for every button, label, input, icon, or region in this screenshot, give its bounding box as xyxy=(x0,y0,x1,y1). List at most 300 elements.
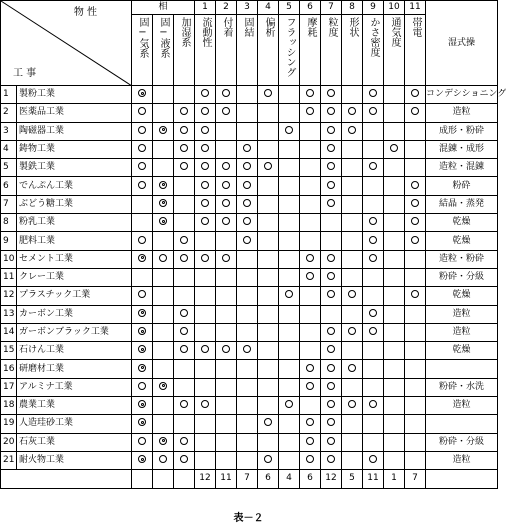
double-circle-mark xyxy=(138,345,146,353)
mark-cell xyxy=(405,140,426,158)
circle-mark xyxy=(327,437,335,445)
col-number: 10 xyxy=(384,1,405,15)
mark-cell xyxy=(321,214,342,232)
mark-cell xyxy=(384,177,405,195)
table-row xyxy=(1,232,498,250)
column-header xyxy=(342,15,363,86)
circle-mark xyxy=(327,364,335,372)
mark-cell xyxy=(363,397,384,415)
double-circle-mark xyxy=(138,309,146,317)
mark-cell xyxy=(384,397,405,415)
mark-cell xyxy=(342,232,363,250)
col-number: 5 xyxy=(279,1,300,15)
mark-cell xyxy=(153,342,174,360)
mark-cell xyxy=(195,159,216,177)
circle-mark xyxy=(222,107,230,115)
table-row xyxy=(1,140,498,158)
circle-mark xyxy=(327,107,335,115)
mark-cell xyxy=(174,287,195,305)
circle-mark xyxy=(243,345,251,353)
row-number: 16 xyxy=(1,360,17,378)
double-circle-mark xyxy=(159,126,167,134)
mark-cell xyxy=(363,140,384,158)
mark-cell xyxy=(321,177,342,195)
circle-mark xyxy=(369,400,377,408)
mark-cell xyxy=(363,250,384,268)
column-header-label: 摩耗 xyxy=(305,17,317,37)
circle-mark xyxy=(306,254,314,262)
mark-cell xyxy=(363,287,384,305)
row-number: 12 xyxy=(1,287,17,305)
mark-cell xyxy=(300,232,321,250)
circle-mark xyxy=(411,290,419,298)
mark-cell xyxy=(195,104,216,122)
row-number: 6 xyxy=(1,177,17,195)
table-row xyxy=(1,287,498,305)
col-number: 3 xyxy=(237,1,258,15)
mark-cell xyxy=(258,323,279,341)
mark-cell xyxy=(258,104,279,122)
column-header-label: フラッシング xyxy=(284,17,296,77)
mark-cell xyxy=(405,360,426,378)
total-count xyxy=(153,470,174,488)
mark-cell xyxy=(153,214,174,232)
mark-cell xyxy=(384,214,405,232)
mark-cell xyxy=(174,360,195,378)
column-header-label: 形状 xyxy=(347,17,359,37)
mark-cell xyxy=(384,305,405,323)
mark-cell xyxy=(300,451,321,469)
mark-cell xyxy=(321,232,342,250)
mark-cell xyxy=(342,268,363,286)
table-row xyxy=(1,342,498,360)
circle-mark xyxy=(180,455,188,463)
mark-cell xyxy=(405,268,426,286)
mark-cell xyxy=(132,287,153,305)
column-header-label: かさ密度 xyxy=(368,17,380,57)
mark-cell xyxy=(153,140,174,158)
mark-cell xyxy=(216,268,237,286)
mark-cell xyxy=(195,195,216,213)
mark-cell xyxy=(405,397,426,415)
circle-mark xyxy=(306,272,314,280)
mark-cell xyxy=(216,415,237,433)
wet-operation: 造粒 xyxy=(426,305,498,323)
circle-mark xyxy=(369,107,377,115)
table-row xyxy=(1,195,498,213)
mark-cell xyxy=(195,287,216,305)
circle-mark xyxy=(201,89,209,97)
mark-cell xyxy=(174,415,195,433)
circle-mark xyxy=(411,199,419,207)
mark-cell xyxy=(342,378,363,396)
mark-cell xyxy=(216,378,237,396)
mark-cell xyxy=(384,159,405,177)
mark-cell xyxy=(258,195,279,213)
mark-cell xyxy=(300,177,321,195)
circle-mark xyxy=(180,144,188,152)
row-number: 9 xyxy=(1,232,17,250)
circle-mark xyxy=(201,162,209,170)
column-header xyxy=(132,15,153,86)
wet-operation: 成形・粉砕 xyxy=(426,122,498,140)
mark-cell xyxy=(321,86,342,104)
wet-operation: 粉砕・水洗 xyxy=(426,378,498,396)
mark-cell xyxy=(174,140,195,158)
circle-mark xyxy=(369,309,377,317)
wet-operation: 粉砕・分級 xyxy=(426,433,498,451)
double-circle-mark xyxy=(159,199,167,207)
mark-cell xyxy=(279,378,300,396)
mark-cell xyxy=(132,360,153,378)
circle-mark xyxy=(327,400,335,408)
circle-mark xyxy=(285,400,293,408)
mark-cell xyxy=(258,122,279,140)
mark-cell xyxy=(237,378,258,396)
mark-cell xyxy=(216,122,237,140)
wet-operation: 造粒 xyxy=(426,104,498,122)
col-number: 11 xyxy=(405,1,426,15)
circle-mark xyxy=(264,418,272,426)
mark-cell xyxy=(195,397,216,415)
circle-mark xyxy=(348,290,356,298)
table-row xyxy=(1,177,498,195)
phase-header: 相 xyxy=(132,1,195,15)
circle-mark xyxy=(264,162,272,170)
mark-cell xyxy=(258,360,279,378)
mark-cell xyxy=(132,397,153,415)
column-header-label: 固−気系 xyxy=(137,17,148,58)
mark-cell xyxy=(195,214,216,232)
industry-name: 石灰工業 xyxy=(17,433,132,451)
table-row xyxy=(1,323,498,341)
mark-cell xyxy=(216,177,237,195)
mark-cell xyxy=(153,232,174,250)
mark-cell xyxy=(279,104,300,122)
wet-operation: 粉砕 xyxy=(426,177,498,195)
mark-cell xyxy=(342,342,363,360)
mark-cell xyxy=(237,232,258,250)
mark-cell xyxy=(363,159,384,177)
circle-mark xyxy=(306,437,314,445)
circle-mark xyxy=(285,126,293,134)
totals-row xyxy=(1,470,498,488)
mark-cell xyxy=(153,159,174,177)
circle-mark xyxy=(201,144,209,152)
circle-mark xyxy=(411,181,419,189)
mark-cell xyxy=(321,195,342,213)
mark-cell xyxy=(132,305,153,323)
row-number: 20 xyxy=(1,433,17,451)
wet-operation: 混錬・成形 xyxy=(426,140,498,158)
circle-mark xyxy=(180,107,188,115)
mark-cell xyxy=(237,214,258,232)
mark-cell xyxy=(300,360,321,378)
circle-mark xyxy=(369,455,377,463)
circle-mark xyxy=(222,162,230,170)
mark-cell xyxy=(321,159,342,177)
mark-cell xyxy=(216,287,237,305)
circle-mark xyxy=(180,236,188,244)
mark-cell xyxy=(384,268,405,286)
mark-cell xyxy=(384,140,405,158)
mark-cell xyxy=(300,250,321,268)
circle-mark xyxy=(180,309,188,317)
table-row xyxy=(1,397,498,415)
circle-mark xyxy=(369,236,377,244)
mark-cell xyxy=(384,232,405,250)
mark-cell xyxy=(405,415,426,433)
mark-cell xyxy=(132,378,153,396)
mark-cell xyxy=(384,378,405,396)
mark-cell xyxy=(153,122,174,140)
mark-cell xyxy=(321,433,342,451)
circle-mark xyxy=(222,199,230,207)
mark-cell xyxy=(132,214,153,232)
mark-cell xyxy=(384,451,405,469)
circle-mark xyxy=(327,181,335,189)
wet-operation xyxy=(426,415,498,433)
mark-cell xyxy=(363,433,384,451)
mark-cell xyxy=(279,268,300,286)
mark-cell xyxy=(405,195,426,213)
double-circle-mark xyxy=(159,382,167,390)
mark-cell xyxy=(300,214,321,232)
row-number: 4 xyxy=(1,140,17,158)
mark-cell xyxy=(195,433,216,451)
mark-cell xyxy=(342,195,363,213)
table-caption: 表－２ xyxy=(233,513,264,524)
mark-cell xyxy=(258,397,279,415)
mark-cell xyxy=(300,86,321,104)
table-row xyxy=(1,159,498,177)
mark-cell xyxy=(279,159,300,177)
mark-cell xyxy=(195,323,216,341)
circle-mark xyxy=(138,382,146,390)
mark-cell xyxy=(216,195,237,213)
row-number: 21 xyxy=(1,451,17,469)
mark-cell xyxy=(405,342,426,360)
mark-cell xyxy=(132,86,153,104)
circle-mark xyxy=(201,107,209,115)
row-number: 15 xyxy=(1,342,17,360)
column-header-label: 帯電 xyxy=(410,17,422,37)
total-count: 7 xyxy=(237,470,258,488)
mark-cell xyxy=(363,232,384,250)
column-header xyxy=(279,15,300,86)
mark-cell xyxy=(258,140,279,158)
circle-mark xyxy=(327,254,335,262)
column-header xyxy=(258,15,279,86)
circle-mark xyxy=(138,236,146,244)
mark-cell xyxy=(216,214,237,232)
mark-cell xyxy=(363,214,384,232)
total-count: 11 xyxy=(216,470,237,488)
table-row xyxy=(1,250,498,268)
circle-mark xyxy=(411,89,419,97)
mark-cell xyxy=(405,214,426,232)
wet-operation: コンデシショニング xyxy=(426,86,498,104)
mark-cell xyxy=(405,104,426,122)
mark-cell xyxy=(174,159,195,177)
mark-cell xyxy=(216,433,237,451)
mark-cell xyxy=(405,433,426,451)
mark-cell xyxy=(237,140,258,158)
row-number: 1 xyxy=(1,86,17,104)
mark-cell xyxy=(384,360,405,378)
double-circle-mark xyxy=(138,418,146,426)
mark-cell xyxy=(132,232,153,250)
mark-cell xyxy=(174,232,195,250)
column-header-label: 流動性 xyxy=(200,17,212,47)
mark-cell xyxy=(153,177,174,195)
mark-cell xyxy=(405,232,426,250)
mark-cell xyxy=(279,214,300,232)
mark-cell xyxy=(153,433,174,451)
mark-cell xyxy=(279,342,300,360)
industry-name: 石けん工業 xyxy=(17,342,132,360)
mark-cell xyxy=(258,433,279,451)
mark-cell xyxy=(300,159,321,177)
total-count xyxy=(132,470,153,488)
circle-mark xyxy=(222,254,230,262)
mark-cell xyxy=(405,305,426,323)
mark-cell xyxy=(363,177,384,195)
circle-mark xyxy=(201,126,209,134)
mark-cell xyxy=(174,250,195,268)
col-number: 1 xyxy=(195,1,216,15)
mark-cell xyxy=(174,177,195,195)
mark-cell xyxy=(132,433,153,451)
mark-cell xyxy=(195,342,216,360)
mark-cell xyxy=(279,323,300,341)
mark-cell xyxy=(174,268,195,286)
mark-cell xyxy=(153,195,174,213)
mark-cell xyxy=(237,305,258,323)
wet-header-label: 湿式操 xyxy=(448,37,476,48)
circle-mark xyxy=(327,455,335,463)
mark-cell xyxy=(321,451,342,469)
column-header-label: 固−液系 xyxy=(158,17,169,58)
industry-name: セメント工業 xyxy=(17,250,132,268)
industry-name: 粉乳工業 xyxy=(17,214,132,232)
circle-mark xyxy=(180,254,188,262)
column-header xyxy=(237,15,258,86)
mark-cell xyxy=(363,86,384,104)
circle-mark xyxy=(327,199,335,207)
column-header xyxy=(216,15,237,86)
industry-name: でんぷん工業 xyxy=(17,177,132,195)
circle-mark xyxy=(222,89,230,97)
circle-mark xyxy=(285,290,293,298)
mark-cell xyxy=(132,451,153,469)
circle-mark xyxy=(306,107,314,115)
column-header xyxy=(153,15,174,86)
mark-cell xyxy=(132,104,153,122)
mark-cell xyxy=(279,195,300,213)
totals-label-cell xyxy=(1,470,132,488)
row-number: 8 xyxy=(1,214,17,232)
industry-name: 製鉄工業 xyxy=(17,159,132,177)
mark-cell xyxy=(132,195,153,213)
mark-cell xyxy=(384,342,405,360)
circle-mark xyxy=(138,126,146,134)
total-count: 11 xyxy=(363,470,384,488)
mark-cell xyxy=(237,287,258,305)
industry-name: 肥料工業 xyxy=(17,232,132,250)
mark-cell xyxy=(342,250,363,268)
total-count: 12 xyxy=(195,470,216,488)
industry-name: 人造珪砂工業 xyxy=(17,415,132,433)
mark-cell xyxy=(237,86,258,104)
mark-cell xyxy=(195,360,216,378)
circle-mark xyxy=(411,236,419,244)
mark-cell xyxy=(258,159,279,177)
circle-mark xyxy=(180,162,188,170)
mark-cell xyxy=(237,159,258,177)
mark-cell xyxy=(153,86,174,104)
column-header xyxy=(321,15,342,86)
mark-cell xyxy=(279,122,300,140)
mark-cell xyxy=(237,433,258,451)
mark-cell xyxy=(132,250,153,268)
mark-cell xyxy=(216,451,237,469)
industry-name: カーボン工業 xyxy=(17,305,132,323)
circle-mark xyxy=(180,327,188,335)
mark-cell xyxy=(237,360,258,378)
mark-cell xyxy=(363,342,384,360)
mark-cell xyxy=(279,451,300,469)
mark-cell xyxy=(321,268,342,286)
mark-cell xyxy=(237,122,258,140)
circle-mark xyxy=(138,144,146,152)
mark-cell xyxy=(300,378,321,396)
mark-cell xyxy=(237,397,258,415)
circle-mark xyxy=(222,217,230,225)
table-row xyxy=(1,360,498,378)
column-header-label: 粒度 xyxy=(326,17,338,37)
circle-mark xyxy=(138,181,146,189)
industry-name: プラスチック工業 xyxy=(17,287,132,305)
circle-mark xyxy=(138,437,146,445)
col-number: 7 xyxy=(321,1,342,15)
circle-mark xyxy=(159,455,167,463)
industry-name: アルミナ工業 xyxy=(17,378,132,396)
mark-cell xyxy=(300,268,321,286)
mark-cell xyxy=(342,305,363,323)
mark-cell xyxy=(153,287,174,305)
mark-cell xyxy=(216,305,237,323)
industry-name: ガーボンブラック工業 xyxy=(17,323,132,341)
table-row xyxy=(1,214,498,232)
mark-cell xyxy=(258,86,279,104)
circle-mark xyxy=(327,382,335,390)
mark-cell xyxy=(174,433,195,451)
mark-cell xyxy=(384,415,405,433)
circle-mark xyxy=(180,126,188,134)
wet-operation: 乾燥 xyxy=(426,287,498,305)
mark-cell xyxy=(300,305,321,323)
circle-mark xyxy=(348,327,356,335)
double-circle-mark xyxy=(159,181,167,189)
mark-cell xyxy=(258,250,279,268)
mark-cell xyxy=(237,268,258,286)
mark-cell xyxy=(342,159,363,177)
circle-mark xyxy=(369,254,377,262)
mark-cell xyxy=(342,433,363,451)
process-label: 工 事 xyxy=(13,68,37,79)
mark-cell xyxy=(258,415,279,433)
